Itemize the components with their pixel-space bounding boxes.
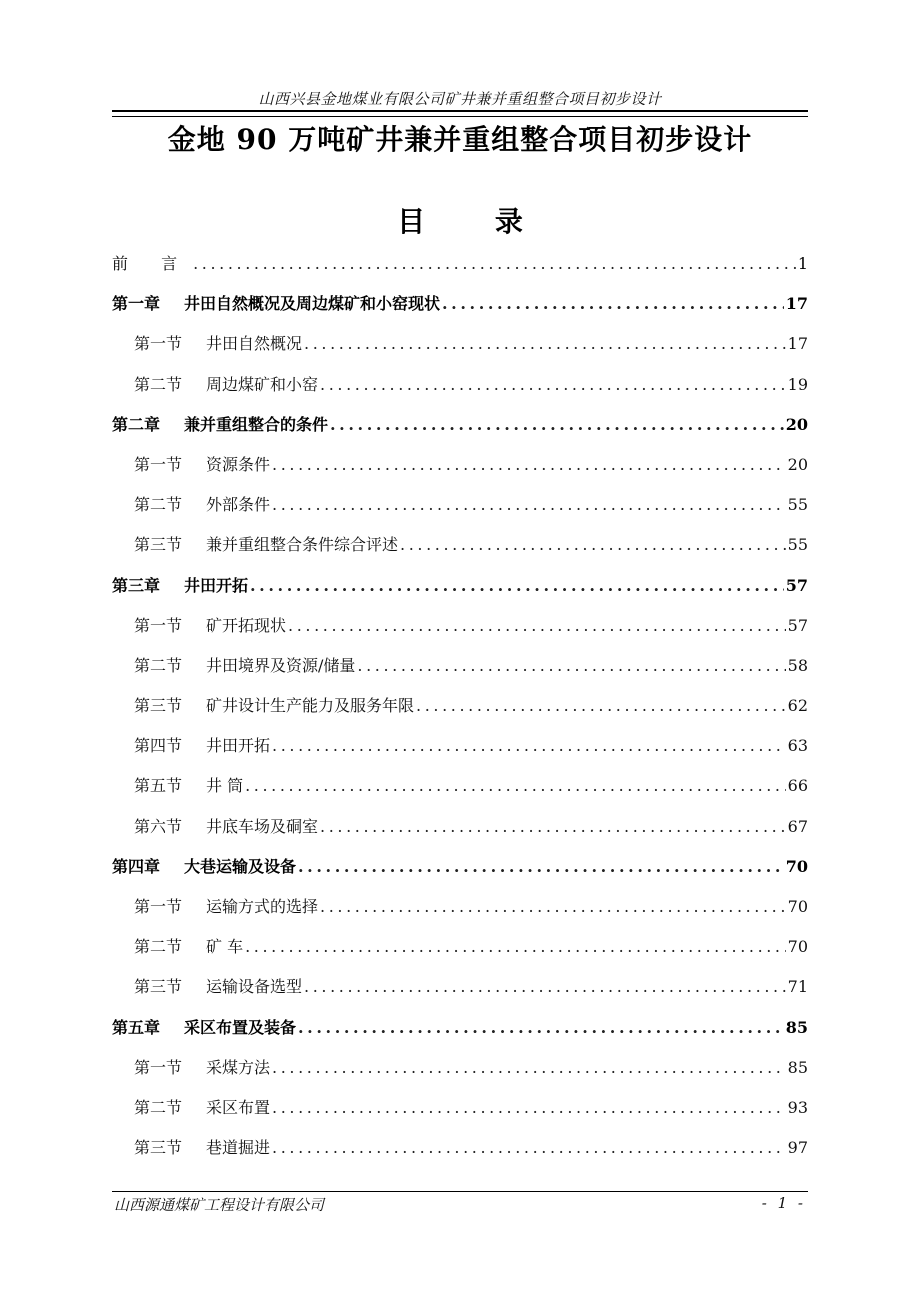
toc-entry-title: 井田开拓	[206, 736, 271, 756]
toc-entry-page: 57	[785, 575, 808, 595]
toc-entry-label	[134, 1128, 270, 1168]
toc-entry-label	[134, 686, 414, 726]
toc-entry-label	[112, 284, 440, 324]
toc-heading: 目 录	[397, 205, 553, 238]
toc-entry-page: 85	[787, 1057, 808, 1077]
toc-entry[interactable]	[112, 967, 808, 1007]
toc-entry-number: 第一节	[134, 615, 183, 635]
toc-dot-leader	[320, 807, 786, 847]
toc-entry-title: 运输设备选型	[206, 977, 303, 997]
toc-entry-page: 85	[785, 1017, 808, 1037]
toc-entry-label	[134, 1048, 270, 1088]
toc-entry-number: 第四节	[134, 736, 183, 756]
toc-entry-title: 兼并重组整合的条件	[184, 414, 329, 434]
toc-entry[interactable]	[112, 244, 808, 284]
toc-entry-page: 57	[787, 615, 808, 635]
toc-entry[interactable]	[112, 1008, 808, 1048]
toc-entry-title: 井田开拓	[184, 575, 249, 595]
toc-entry-label	[134, 646, 355, 686]
toc-entry-title: 采区布置及装备	[184, 1017, 297, 1037]
toc-entry-title: 周边煤矿和小窑	[206, 374, 319, 394]
toc-entry-page: 58	[787, 655, 808, 675]
toc-entry[interactable]	[112, 766, 808, 806]
toc-entry[interactable]	[112, 807, 808, 847]
toc-dot-leader	[245, 766, 786, 806]
toc-entry-label	[112, 244, 191, 284]
toc-dot-leader	[272, 485, 786, 525]
toc-entry-number: 第二节	[134, 374, 183, 394]
toc-entry-page: 97	[787, 1138, 808, 1158]
toc-entry-title: 井底车场及硐室	[206, 816, 319, 836]
toc-entry-number: 第三章	[112, 575, 161, 595]
toc-entry-title: 井田境界及资源/储量	[206, 655, 356, 675]
toc-dot-leader	[272, 445, 786, 485]
toc-entry-page: 93	[787, 1097, 808, 1117]
toc-entry-page: 17	[787, 334, 808, 354]
toc-entry-number: 第六节	[134, 816, 183, 836]
toc-entry-title: 采区布置	[206, 1097, 271, 1117]
toc-entry-number: 第二节	[134, 1097, 183, 1117]
toc-entry-page: 70	[787, 897, 808, 916]
toc-entry-title: 矿 车	[206, 937, 244, 957]
toc-dot-leader	[272, 1088, 786, 1128]
footer-page-number: - 1 -	[761, 1194, 806, 1212]
toc-entry[interactable]	[112, 927, 808, 967]
toc-entry-page: 66	[787, 776, 808, 796]
toc-entry-title: 运输方式的选择	[206, 897, 319, 916]
toc-entry-number: 第三节	[134, 1138, 183, 1158]
toc-entry-label	[134, 887, 318, 927]
toc-dot-leader	[288, 606, 786, 646]
toc-entry-number: 第二节	[134, 495, 183, 515]
toc-dot-leader	[250, 566, 784, 606]
toc-entry-number: 第一章	[112, 294, 161, 314]
toc-entry-page: 20	[787, 454, 808, 474]
toc-entry-label	[134, 766, 243, 806]
toc-entry-label	[112, 405, 328, 445]
toc-dot-leader	[304, 324, 786, 364]
toc-entry-label	[134, 365, 318, 405]
header-rule	[112, 110, 808, 117]
toc-entry-number: 第三节	[134, 977, 183, 997]
toc-entry[interactable]	[112, 887, 808, 927]
toc-dot-leader	[320, 365, 786, 405]
toc-dot-leader	[442, 284, 784, 324]
toc-entry-label	[134, 606, 286, 646]
toc-entry[interactable]	[112, 606, 808, 646]
toc-dot-leader	[193, 244, 796, 284]
toc-entry[interactable]	[112, 284, 808, 324]
toc-entry[interactable]	[112, 525, 808, 565]
toc-entry-label	[134, 967, 302, 1007]
toc-dot-leader	[400, 525, 786, 565]
toc-entry-number: 第一节	[134, 334, 183, 354]
toc-entry-label	[134, 726, 270, 766]
toc-dot-leader	[245, 927, 786, 967]
toc-entry-page: 19	[787, 374, 808, 394]
toc-entry-page: 62	[787, 696, 808, 716]
toc-entry-title: 资源条件	[206, 454, 271, 474]
toc-entry[interactable]	[112, 646, 808, 686]
toc-entry-label	[112, 1008, 296, 1048]
toc-entry-title: 井田自然概况	[206, 334, 303, 354]
toc-entry-title: 大巷运输及设备	[184, 856, 297, 876]
toc-dot-leader	[298, 847, 784, 887]
toc-entry-number: 第二节	[134, 655, 183, 675]
toc-entry[interactable]	[112, 1088, 808, 1128]
toc-entry[interactable]	[112, 485, 808, 525]
toc-entry-title: 矿井设计生产能力及服务年限	[206, 696, 415, 716]
toc-entry-number: 第四章	[112, 856, 161, 876]
toc-entry-number: 前 言	[112, 254, 192, 273]
footer-company: 山西源通煤矿工程设计有限公司	[114, 1196, 325, 1214]
toc-entry-number: 第一节	[134, 1057, 183, 1077]
toc-entry-page: 70	[785, 856, 808, 876]
toc-entry-label	[134, 927, 243, 967]
toc-dot-leader	[416, 686, 786, 726]
toc-entry-number: 第五节	[134, 776, 183, 796]
toc-entry-page: 71	[787, 977, 808, 997]
toc-entry-number: 第三节	[134, 696, 183, 716]
running-header: 山西兴县金地煤业有限公司矿井兼并重组整合项目初步设计	[258, 90, 662, 108]
footer-rule	[112, 1191, 808, 1192]
toc-entry-page: 63	[787, 736, 808, 756]
toc-entry[interactable]	[112, 726, 808, 766]
toc-entry-number: 第一节	[134, 897, 183, 916]
toc-entry-number: 第五章	[112, 1017, 161, 1037]
toc-entry-title: 井 筒	[206, 776, 244, 796]
toc-entry[interactable]	[112, 566, 808, 606]
toc-entry-title: 井田自然概况及周边煤矿和小窑现状	[184, 294, 441, 314]
toc-entry[interactable]	[112, 1128, 808, 1168]
toc-dot-leader	[320, 887, 786, 927]
toc-entry-title: 采煤方法	[206, 1057, 271, 1077]
table-of-contents	[112, 244, 808, 1168]
toc-entry-label	[134, 525, 398, 565]
toc-dot-leader	[330, 405, 784, 445]
toc-entry-page: 17	[785, 294, 808, 314]
toc-entry-title: 兼并重组整合条件综合评述	[206, 535, 399, 555]
toc-dot-leader	[272, 1128, 786, 1168]
toc-entry-label	[134, 485, 270, 525]
toc-dot-leader	[272, 1048, 786, 1088]
toc-entry-label	[134, 807, 318, 847]
toc-entry[interactable]	[112, 847, 808, 887]
toc-entry-title: 外部条件	[206, 495, 271, 515]
toc-entry-label	[112, 847, 296, 887]
toc-entry[interactable]	[112, 1048, 808, 1088]
toc-entry-label	[134, 1088, 270, 1128]
toc-entry-number: 第三节	[134, 535, 183, 555]
toc-entry-number: 第二节	[134, 937, 183, 957]
toc-entry[interactable]	[112, 405, 808, 445]
toc-entry-number: 第二章	[112, 414, 161, 434]
toc-entry[interactable]	[112, 365, 808, 405]
toc-entry[interactable]	[112, 686, 808, 726]
toc-entry-label	[134, 445, 270, 485]
toc-entry-number: 第一节	[134, 454, 183, 474]
toc-entry-page: 55	[787, 535, 808, 555]
toc-entry-page: 67	[787, 816, 808, 836]
toc-entry-page: 55	[787, 495, 808, 515]
toc-dot-leader	[304, 967, 786, 1007]
toc-dot-leader	[298, 1008, 784, 1048]
toc-entry-title: 巷道掘进	[206, 1138, 271, 1158]
toc-entry-page: 70	[787, 937, 808, 957]
toc-entry-label	[134, 324, 302, 364]
toc-entry-page: 1	[797, 254, 808, 273]
toc-entry-label	[112, 566, 248, 606]
toc-entry-page: 20	[785, 414, 808, 434]
toc-dot-leader	[357, 646, 785, 686]
toc-entry[interactable]	[112, 445, 808, 485]
toc-entry[interactable]	[112, 324, 808, 364]
document-title: 金地 90 万吨矿井兼并重组整合项目初步设计	[167, 123, 753, 156]
toc-dot-leader	[272, 726, 786, 766]
toc-entry-title: 矿开拓现状	[206, 615, 287, 635]
